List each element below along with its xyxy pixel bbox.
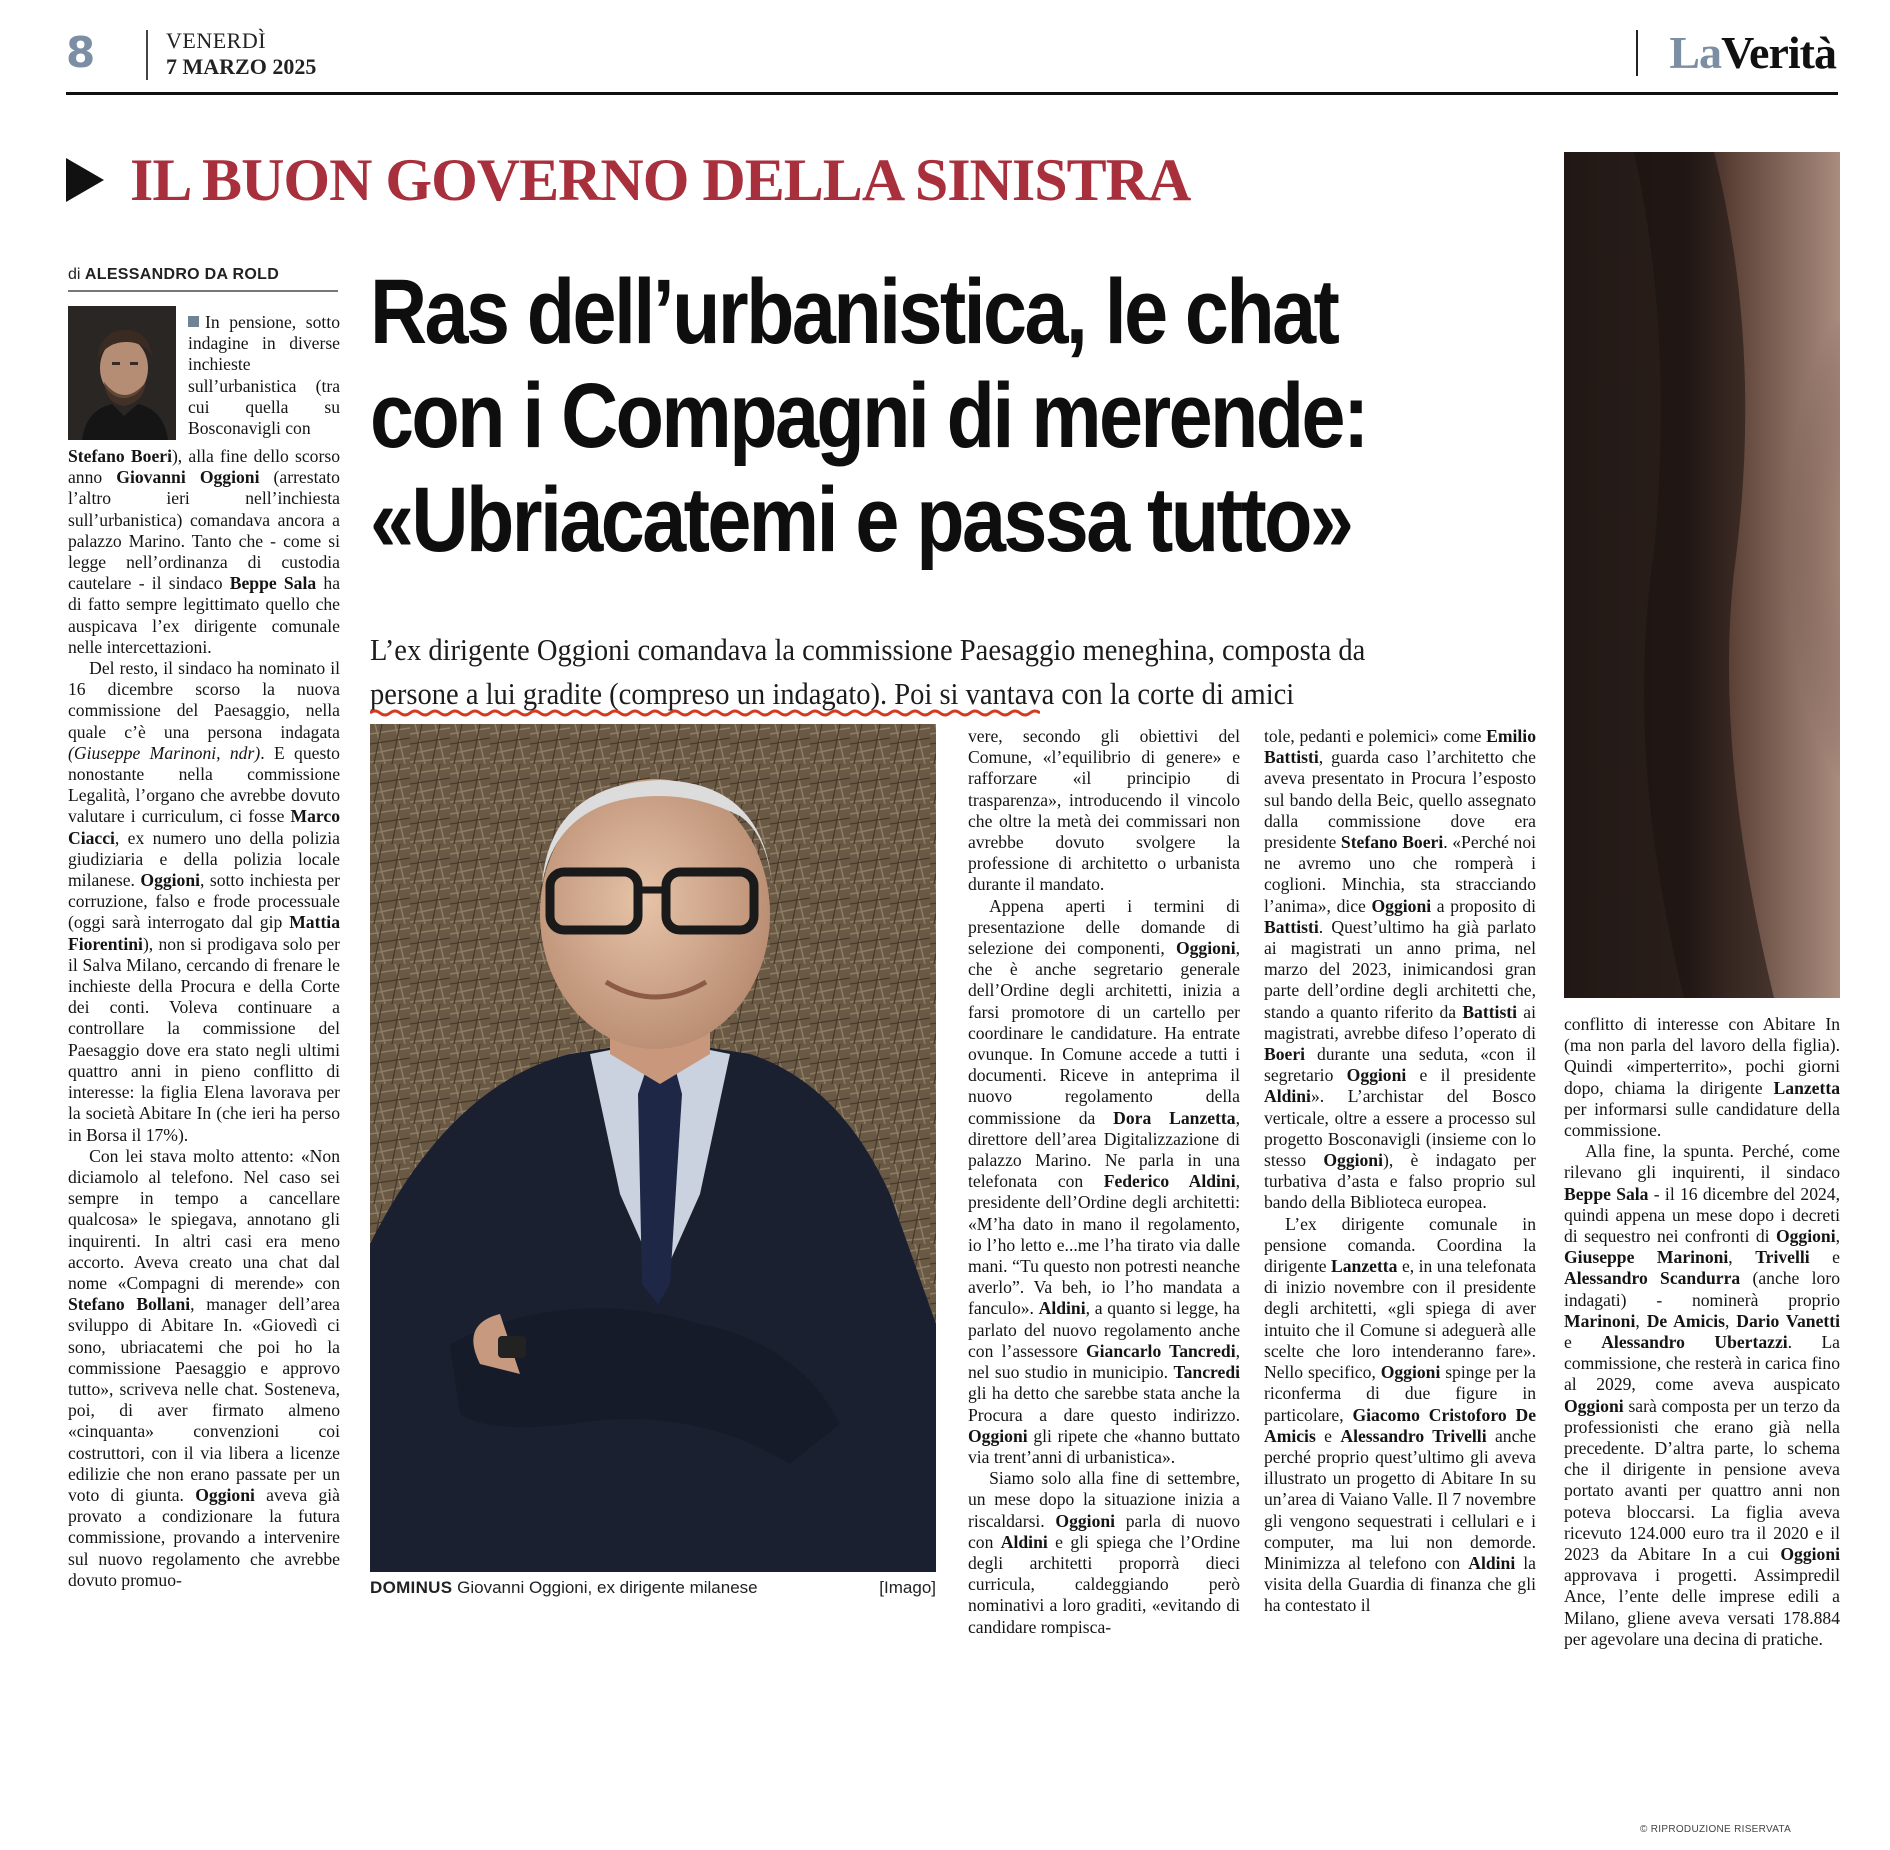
byline xyxy=(68,266,279,284)
byline-rule xyxy=(68,290,338,292)
article-column-5: conflitto di interesse con Abitare In (ma non parla del lavoro della figlia). Quindi «imperterrito», pochi giorni dopo, chiama la dirigente Lanzetta per informarsi sulle candidature della commissione. Alla fine, la spunta. Perché, come rilevano gli inquirenti, il sindaco Beppe Sala - il 16 dicembre del 2024, quindi appena un mese dopo i decreti di sequestro nei confronti di Oggioni, Giuseppe Marinoni, Trivelli e Alessandro Scandurra (anche loro indagati) - nominerà proprio Marinoni, De Amicis, Dario Vanetti e Alessandro Ubertazzi. La commissione, che resterà in carica fino al 2029, come aveva auspicato Oggioni sarà composta per un terzo da professionisti che erano già nella precedente. D’altra parte, lo schema che il dirigente in pensione aveva portato avanti per quattro anni non poteva bloccarsi. La figlia aveva ricevuto 124.000 euro tra il 2020 e il 2023 da Abitare In a cui Oggioni approvava i progetti. Assimpredil Ance, l’ente delle imprese edili a Milano, gliene aveva versati 178.884 per agevolare una decina di pratiche. xyxy=(1564,1014,1840,1649)
header-divider xyxy=(146,30,148,80)
lead-square-icon xyxy=(188,316,199,327)
highlight-underline xyxy=(370,708,1040,718)
newspaper-logo xyxy=(1669,27,1836,78)
logo-divider xyxy=(1636,30,1638,76)
article-column-1-top: In pensione, sotto indagine in diverse inchieste sull’urbanistica (tra cui quella su Bosconavigli con xyxy=(188,312,340,439)
caption-label: DOMINUS xyxy=(370,1578,453,1597)
section-kicker: IL BUON GOVERNO DELLA SINISTRA xyxy=(130,147,1191,213)
author-portrait xyxy=(68,306,176,440)
headline xyxy=(370,260,1385,572)
issue-day: VENERDÌ xyxy=(166,28,267,53)
kicker-arrow-icon xyxy=(66,158,104,202)
byline-author: ALESSANDRO DA ROLD xyxy=(84,266,280,283)
caption-credit: [Imago] xyxy=(879,1578,936,1597)
copyright-notice: © RIPRODUZIONE RISERVATA xyxy=(1640,1824,1792,1835)
article-column-1-mid: Stefano Boeri), alla fine dello scorso anno Giovanni Oggioni (arrestato l’altro ieri nell’inchiesta sull’urbanistica) comandava ancora a palazzo Marino. Tanto che - come si legge nell’ordinanza di custodia cautelare - il sindaco Beppe Sala ha di fatto sempre legittimato quello che auspicava l’ex dirigente comunale nelle intercettazioni. Del resto, il sindaco ha nominato il 16 dicembre scorso la nuova commissione del Paesaggio, nella quale c’è una persona indagata (Giuseppe Marinoni, ndr). E questo nonostante nella commissione Legalità, l’organo che avrebbe dovuto valutare i curriculum, ci fosse Marco Ciacci, ex numero uno della polizia giudiziaria e della polizia locale milanese. Oggioni, sotto inchiesta per corruzione, falso e frode processuale (oggi sarà interrogato dal gip Mattia Fiorentini), non si prodigava solo per il Salva Milano, cercando di frenare le inchieste della Procura e della Corte dei conti. Voleva continuare a controllare la commissione del Paesaggio dove era stato negli ultimi quattro anni in pieno conflitto di interesse: la figlia Elena lavorava per la società Abitare In (che ieri ha perso in Borsa il 17%). Con lei stava molto attento: «Non diciamolo al telefono. Nel caso sei sempre in tempo a cancellare qualcosa» le spiegava, annotano gli inquirenti. In altri casi era meno accorto. Aveva creato una chat dal nome «Compagni di merende» con Stefano Bollani, manager dell’area sviluppo di Abitare In. «Giovedì ci sono, ubriacatemi che poi ho la commissione Paesaggio e approvo tutto», scriveva nelle chat. Sosteneva, poi, di aver firmato almeno «cinquanta» convenzioni coi costruttori, con il via libera a licenze edilizie che non erano passate per un voto di giunta. Oggioni aveva già provato a condizionare la futura commissione, provando a intervenire sul nuovo regolamento che avrebbe dovuto promuo- xyxy=(68,446,340,1590)
headline-line-1: Ras dell’urbanistica, le chat xyxy=(370,261,1338,363)
logo-verita: Verità xyxy=(1721,27,1836,78)
header-rule xyxy=(66,92,1838,95)
article-column-4: tole, pedanti e polemici» come Emilio Battisti, guarda caso l’architetto che aveva presentato in Procura l’esposto sul bando della Beic, quello assegnato dalla commissione dove era presidente Stefano Boeri. «Perché noi ne avremo uno che romperà i coglioni. Minchia, sta stracciando l’anima», dice Oggioni a proposito di Battisti. Quest’ultimo ha già parlato ai magistrati un anno prima, nel marzo del 2023, inimicandosi gran parte dell’ordine degli architetti che, stando a quanto riferito da Battisti ai magistrati, avrebbe difeso l’operato di Boeri durante una seduta, «con il segretario Oggioni e il presidente Aldini». L’archistar del Bosco verticale, oltre a essere a processo sul progetto Bosconavigli (insieme con lo stesso Oggioni), è indagato per turbativa d’asta e falso proprio sul bando della Biblioteca europea. L’ex dirigente comunale in pensione comanda. Coordina la dirigente Lanzetta e, in una telefonata di inizio novembre con il presidente degli architetti, «gli spiega di aver intuito che il Comune si adeguerà alle scelte che loro intenderanno fare». Nello specifico, Oggioni spinge per la riconferma di due figure in particolare, Giacomo Cristoforo De Amicis e Alessandro Trivelli anche perché proprio quest’ultimo gli aveva illustrato un progetto di Abitare In su un’area di Vaiano Valle. Il 7 novembre gli vengono sequestrati i cellulari e i computer, ma lui non demorde. Minimizza al telefono con Aldini la visita della Guardia di finanza che gli ha contestato il xyxy=(1264,726,1537,1616)
logo-la: La xyxy=(1669,27,1722,78)
article-column-3: vere, secondo gli obiettivi del Comune, «l’equilibrio di genere» e rafforzare «il principio di trasparenza», introducendo il vincolo che oltre la metà dei commissari non avrebbe dovuto svolgere la professione di architetto o urbanista durante il mandato. Appena aperti i termini di presentazione delle domande di selezione dei componenti, Oggioni, che è anche segretario generale dell’Ordine degli architetti, inizia a farsi promotore di un cartello per coordinare le candidature. Ha entrate ovunque. In Comune accede a tutti i documenti. Riceve in anteprima il nuovo regolamento della commissione da Dora Lanzetta, direttore dell’area Digitalizzazione di palazzo Marino. Ne parla in una telefonata con Federico Aldini, presidente dell’Ordine degli architetti: «M’ha dato in mano il regolamento, io l’ho letto e...me l’ha tirato via dalle mani. “Tu questo non potresti neanche averlo”. Va beh, io l’ho mandata a fanculo». Aldini, a quanto si legge, ha parlato del nuovo regolamento anche con l’assessore Giancarlo Tancredi, nel suo studio in municipio. Tancredi gli ha detto che sarebbe stata anche la Procura a dare questo indirizzo. Oggioni gli ripete che «hanno buttato via trent’anni di urbanistica». Siamo solo alla fine di settembre, un mese dopo la situazione inizia a riscaldarsi. Oggioni parla di nuovo con Aldini e gli spiega che l’Ordine degli architetti proporrà dieci curricula, caldeggiando però nominativi a loro graditi, «evitando di candidare rompisca- xyxy=(968,726,1240,1637)
side-photo xyxy=(1564,152,1840,998)
headline-line-3: «Ubriacatemi e passa tutto» xyxy=(370,469,1352,571)
issue-date: 7 MARZO 2025 xyxy=(166,54,317,79)
main-photo-oggioni xyxy=(370,724,936,1572)
caption-text: Giovanni Oggioni, ex dirigente milanese xyxy=(457,1578,758,1597)
photo-caption xyxy=(370,1578,936,1598)
page-number: 8 xyxy=(66,28,96,77)
headline-line-2: con i Compagni di merende: xyxy=(370,365,1367,467)
byline-prefix: di xyxy=(68,266,81,283)
subheadline: L’ex dirigente Oggioni comandava la commissione Paesaggio meneghina, composta da persone a lui gradite (compreso un indagato). Poi si vantava con la corte di amici xyxy=(370,632,1366,711)
